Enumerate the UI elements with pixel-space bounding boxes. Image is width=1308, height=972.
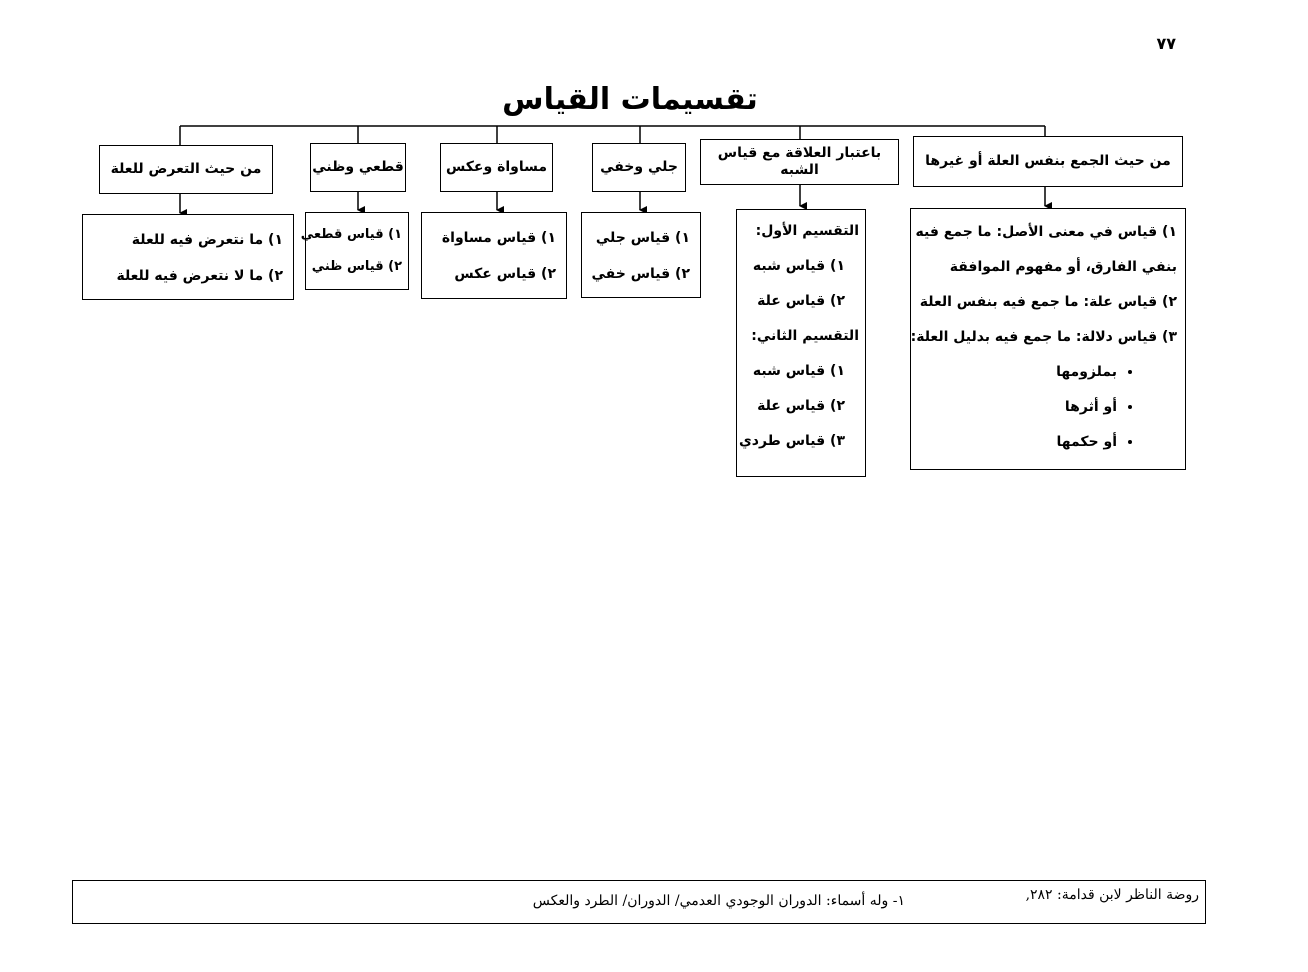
category-content-4 [421, 212, 567, 299]
diagram-title: تقسيمات القياس [502, 82, 758, 117]
category-heading-4: مساواة وعكس [440, 143, 553, 192]
content-line: ٢) قياس ظني [311, 259, 402, 274]
category-heading-5: قطعي وظني [310, 143, 406, 192]
category-content-5 [300, 212, 409, 290]
content-line: ٣) قياس طردي [738, 433, 845, 449]
content-line: ٢) قياس خفي [591, 266, 690, 282]
content-line: ٢) ما لا نتعرض فيه للعلة [116, 268, 283, 284]
category-content-1 [910, 208, 1186, 470]
content-line: ١) قياس شبه [752, 258, 845, 274]
category-content-6 [82, 214, 294, 300]
content-line: بنفي الفارق، أو مفهوم الموافقة [949, 259, 1177, 275]
category-heading-2: باعتبار العلاقة مع قياس الشبه [700, 139, 899, 185]
content-line: التقسيم الثاني: [751, 328, 859, 344]
category-content-2 [736, 209, 866, 477]
bullet-item: • بملزومها [921, 355, 1117, 390]
content-line: ٢) قياس علة [757, 293, 845, 309]
footnote-box [72, 880, 1206, 924]
bullet-list [921, 355, 1177, 460]
content-line: التقسيم الأول: [755, 223, 859, 239]
content-line: ٣) قياس دلالة: ما جمع فيه بدليل العلة: [910, 329, 1177, 345]
category-heading-1: من حيث الجمع بنفس العلة أو غيرها [913, 136, 1183, 187]
content-line: ١) قياس في معنى الأصل: ما جمع فيه [915, 224, 1177, 240]
bullet-item: • أو أثرها [921, 390, 1117, 425]
content-line: ٢) قياس علة: ما جمع فيه بنفس العلة [919, 294, 1177, 310]
footnote-source: روضة الناظر لابن قدامة: ٢٨٢, [1025, 887, 1199, 903]
footnote-text: ١- وله أسماء: الدوران الوجودي العدمي/ الدوران/ الطرد والعكس [532, 893, 905, 909]
category-content-3 [581, 212, 701, 298]
content-line: ١) ما نتعرض فيه للعلة [131, 232, 283, 248]
category-heading-6: من حيث التعرض للعلة [99, 145, 273, 194]
content-line: ١) قياس قطعي [300, 227, 402, 242]
content-line: ٢) قياس علة [757, 398, 845, 414]
content-line: ١) قياس شبه [752, 363, 845, 379]
category-heading-3: جلي وخفي [592, 143, 686, 192]
content-line: ٢) قياس عكس [454, 266, 556, 282]
content-line: ١) قياس جلي [595, 230, 690, 246]
page-number: ٧٧ [1156, 34, 1176, 53]
content-line: ١) قياس مساواة [441, 230, 556, 246]
bullet-item: • أو حكمها [921, 425, 1117, 460]
